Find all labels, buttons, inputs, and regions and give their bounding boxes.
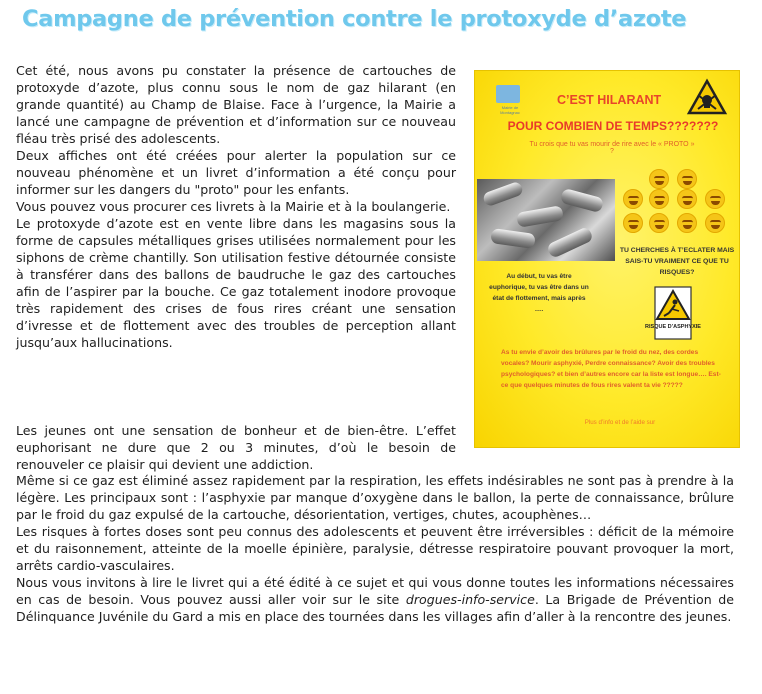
paragraph: Les risques à fortes doses sont peu connus des adolescents et peuvent être irréversibles : déficit de la mémoire et du raisonnement, atteinte de la moelle épinière, paralysie, détresse respiratoire pouvant provoquer la mort, arrêts cardio-vasculaires. (16, 524, 734, 573)
paragraph: Les jeunes ont une sensation de bonheur et de bien-être. L’effet euphorisant ne dure que 2 ou 3 minutes, d’où le besoin de renouveler ce plaisir qui devient une addiction. (16, 423, 456, 472)
poster-subheadline: POUR COMBIEN DE TEMPS??????? (507, 119, 719, 133)
poster-burst-text: TU CHERCHES À T’ECLATER MAIS SAIS-TU VRAIMENT CE QUE TU RISQUES? (619, 247, 735, 276)
paragraph: Cet été, nous avons pu constater la présence de cartouches de protoxyde d’azote, plus connu sous le nom de gaz hilarant (en grande quantité) au Champ de Blaise. Face à l’urgence, la Mairie a lancé une campagne de prévention et d’information sur ce nouveau fléau très prisé des adolescents. (16, 63, 456, 146)
poster-debut-text: Au début, tu vas être euphorique, tu vas être dans un état de flottement, mais après …. (489, 273, 589, 313)
paragraph: Même si ce gaz est éliminé assez rapidement par la respiration, les effets indésirables ne sont pas à prendre à la légère. Les principaux sont : l’asphyxie par manque d’oxygène dans le ballon, la perte de connaissance, brûlure par le froid du gaz expulsé de la cartouche, désorientation, vertiges, chutes, acouphènes… (16, 473, 734, 522)
sign-label: RISQUE D’ASPHYXIE (645, 324, 701, 330)
prevention-poster (474, 70, 740, 448)
paragraph: Le protoxyde d’azote est en vente libre dans les magasins sous la forme de capsules métalliques grises utilisées normalement pour les siphons de crème chantilly. Son utilisation festive détournée consiste à transférer dans des ballons de baudruche le gaz des cartouches afin de l’aspirer par la bouche. Ce gaz totalement inodore provoque très rapidement des crises de fous rires créant une sensation d’ivresse et de flottement avec des troubles de perception allant jusqu’aux hallucinations. (16, 216, 456, 350)
poster-headline: C’EST HILARANT (557, 93, 662, 107)
poster-info: Plus d’info et de l’aide sur (584, 419, 656, 426)
article-full-width (16, 472, 734, 625)
warning-skull-icon (687, 79, 727, 115)
asphyxia-sign-icon (645, 285, 701, 341)
cartridges-photo (477, 179, 615, 261)
page-title: Campagne de prévention contre le protoxyde d’azote (22, 6, 687, 32)
poster-question: Tu crois que tu vas mourir de rire avec le « PROTO » ? (529, 141, 695, 155)
article-effect (16, 422, 456, 473)
paragraph: Deux affiches ont été créées pour alerter la population sur ce nouveau phénomène et un livret d’information a été conçu pour informer sur les dangers du "proto" pour les enfants. (16, 148, 456, 197)
mairie-logo: Mairie de Montagnac (493, 81, 523, 113)
site-link[interactable]: drogues-info-service (405, 592, 535, 607)
poster-questions: As tu envie d’avoir des brûlures par le froid du nez, des cordes vocales? Mourir asphyxié, Perdre connaissance? Avoir des troubles psychologiques? et bien d’autres encore car la liste est longue…. Est-ce que quelques minutes de fous rires valent ta vie ????? (501, 349, 721, 389)
paragraph: Nous vous invitons à lire le livret qui a été édité à ce sujet et qui vous donne toutes les informations nécessaires en cas de besoin. Vous pouvez aussi aller voir sur le site drogues-info-service. La Brigade de Prévention de Délinquance Juvénile du Gard a mis en place des tournées dans les villages afin d’aller à la rencontre des jeunes. (16, 575, 734, 624)
article-left-column (16, 62, 456, 351)
laughing-emoji-group (615, 167, 735, 237)
paragraph: Vous pouvez vous procurer ces livrets à la Mairie et à la boulangerie. (16, 199, 451, 214)
